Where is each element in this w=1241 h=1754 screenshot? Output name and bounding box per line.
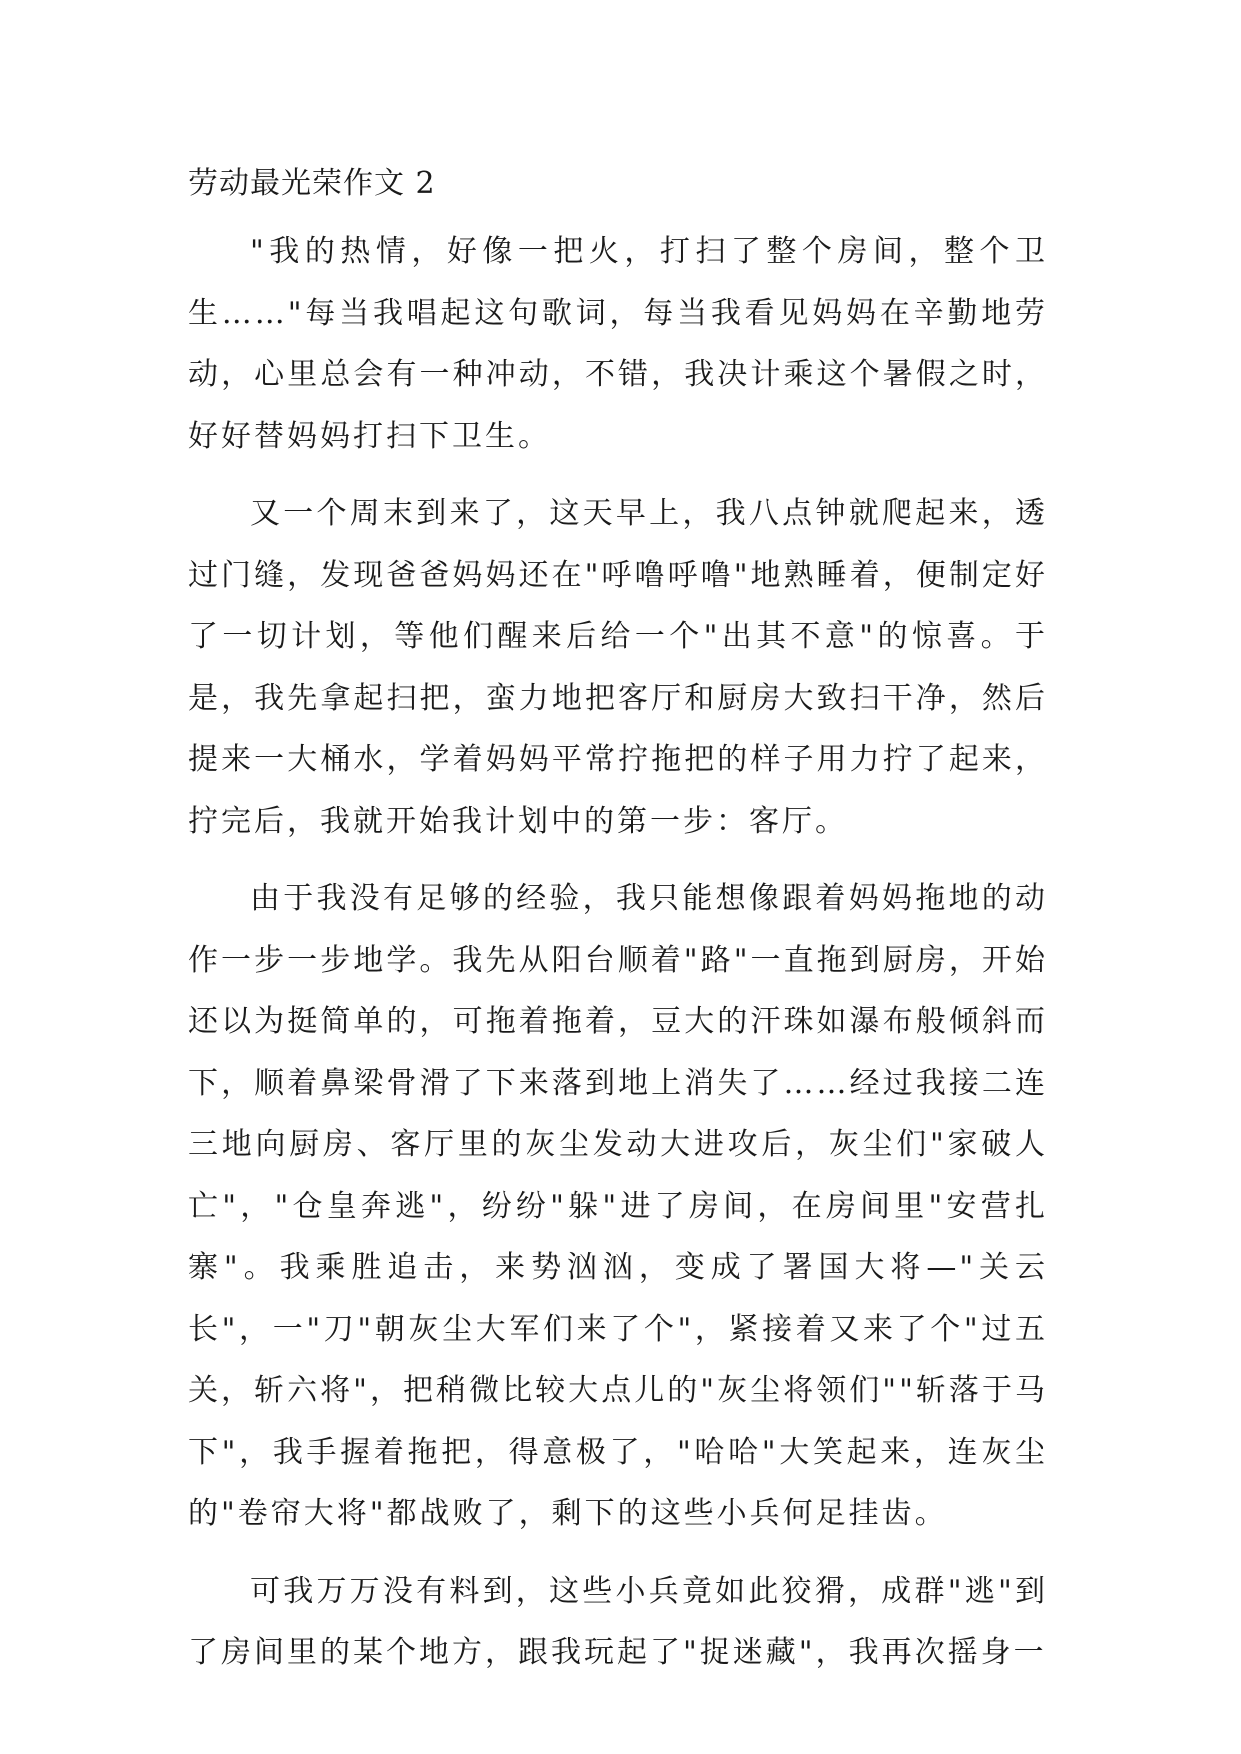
document-title: 劳动最光荣作文 2 (188, 166, 436, 201)
document-body (188, 163, 1048, 1684)
paragraph-4: 可我万万没有料到，这些小兵竟如此狡猾，成群"逃"到了房间里的某个地方，跟我玩起了"捉迷藏"，我再次摇身一 (188, 1573, 1048, 1670)
paragraph-3: 由于我没有足够的经验，我只能想像跟着妈妈拖地的动作一步一步地学。我先从阳台顺着"路"一直拖到厨房，开始还以为挺简单的，可拖着拖着，豆大的汗珠如瀑布般倾斜而下，顺着鼻梁骨滑了下来落到地上消失了……经过我接二连三地向厨房、客厅里的灰尘发动大进攻后，灰尘们"家破人亡"，"仓皇奔逃"，纷纷"躲"进了房间，在房间里"安营扎寨"。我乘胜追击，来势汹汹，变成了署国大将—"关云长"，一"刀"朝灰尘大军们来了个"，紧接着又来了个"过五关，斩六将"，把稍微比较大点儿的"灰尘将领们""斩落于马下"，我手握着拖把，得意极了，"哈哈"大笑起来，连灰尘的"卷帘大将"都战败了，剩下的这些小兵何足挂齿。 (188, 881, 1048, 1531)
paragraph-2: 又一个周末到来了，这天早上，我八点钟就爬起来，透过门缝，发现爸爸妈妈还在"呼噜呼噜"地熟睡着，便制定好了一切计划，等他们醒来后给一个"出其不意"的惊喜。于是，我先拿起扫把，蛮力地把客厅和厨房大致扫干净，然后提来一大桶水，学着妈妈平常拧拖把的样子用力拧了起来，拧完后，我就开始我计划中的第一步：客厅。 (188, 496, 1048, 839)
paragraph-1: "我的热情，好像一把火，打扫了整个房间，整个卫生……"每当我唱起这句歌词，每当我看见妈妈在辛勤地劳动，心里总会有一种冲动，不错，我决计乘这个暑假之时，好好替妈妈打扫下卫生。 (188, 234, 1048, 454)
